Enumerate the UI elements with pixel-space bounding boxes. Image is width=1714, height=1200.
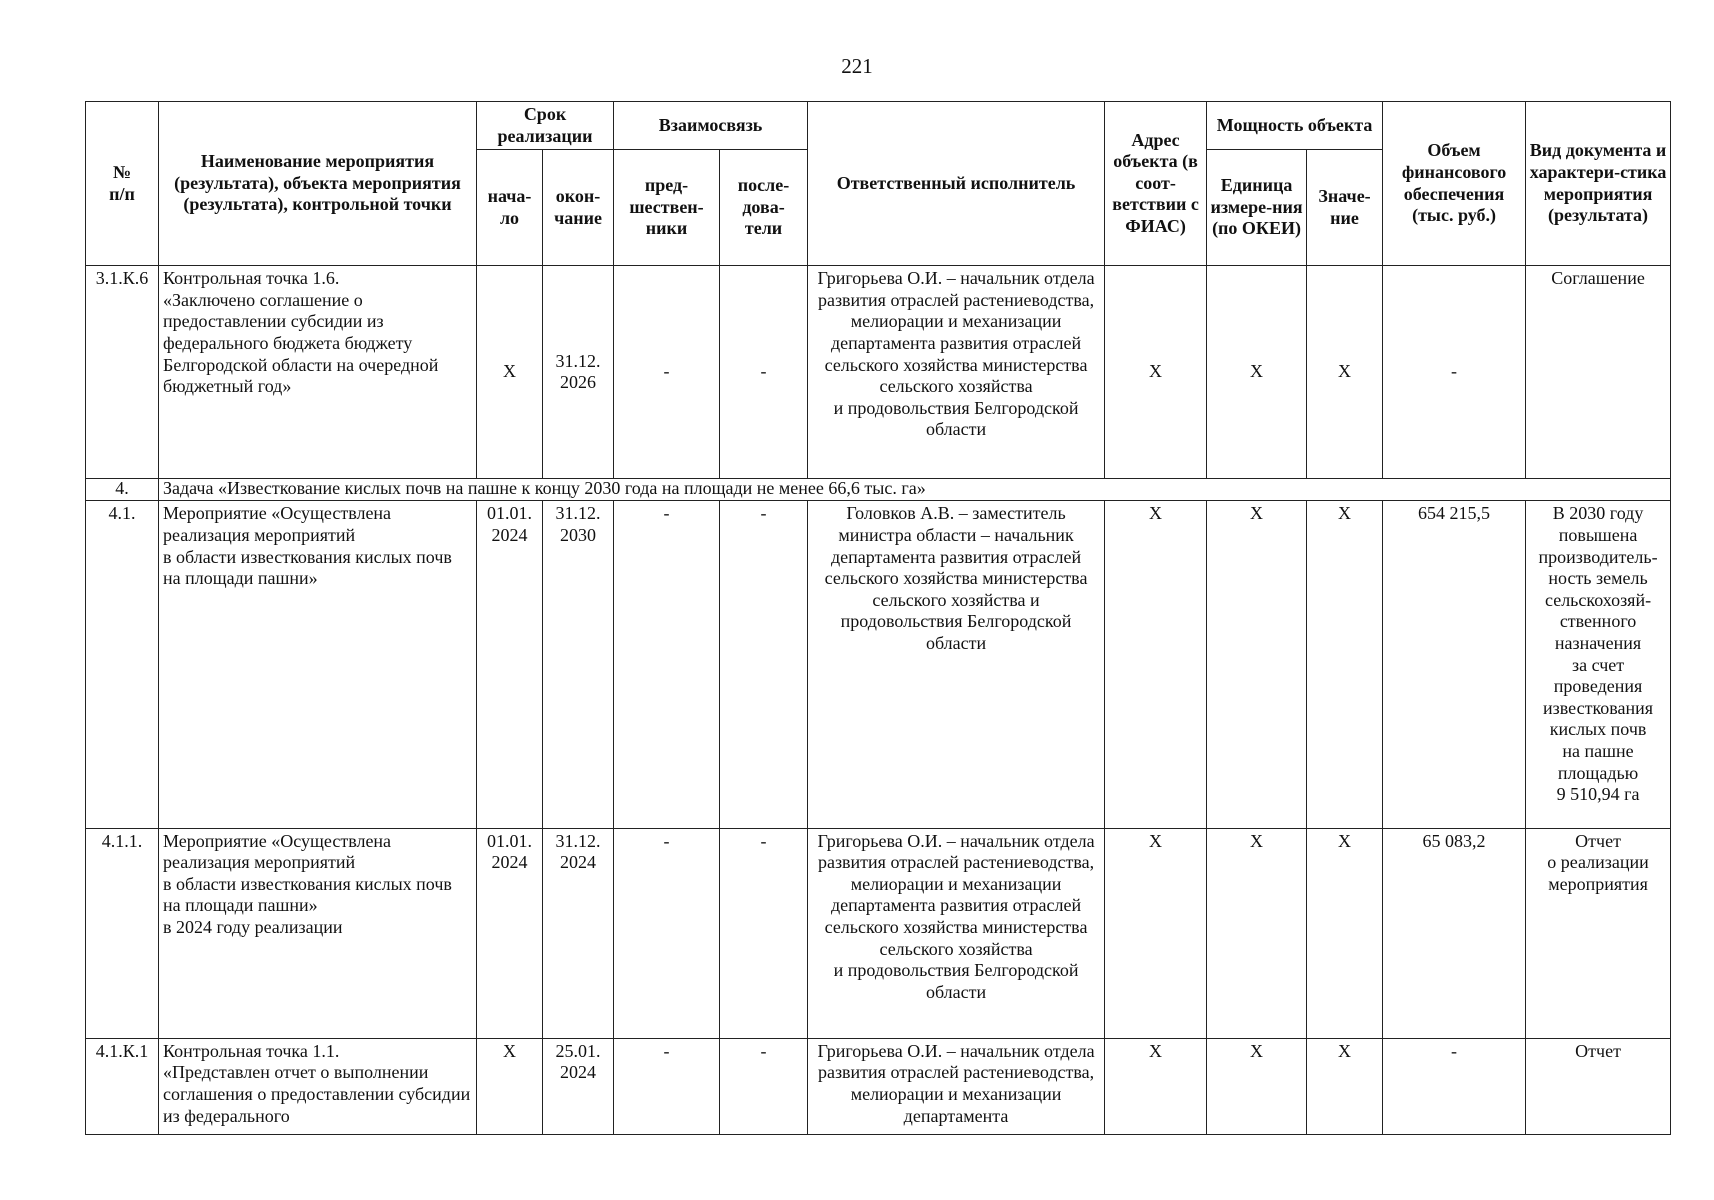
row-num: 4.1.К.1 <box>86 1038 159 1134</box>
row-doc: Отчет <box>1526 1038 1671 1134</box>
table-row <box>86 501 1671 828</box>
row-name: Контрольная точка 1.6. «Заключено соглашение о предоставлении субсидии из федерального бюджета бюджету Белгородской области на очередной бюджетный год» <box>159 266 477 479</box>
header-address: Адрес объекта (в соот-ветствии с ФИАС) <box>1105 102 1207 266</box>
task-row <box>86 479 1671 501</box>
table-row <box>86 266 1671 479</box>
row-start: 01.01. 2024 <box>477 501 543 828</box>
row-value: Х <box>1307 828 1383 1038</box>
row-finance: 654 215,5 <box>1383 501 1526 828</box>
row-responsible: Григорьева О.И. – начальник отдела развития отраслей растениеводства, мелиорации и механизации департамента развития отраслей сельского хозяйства министерства сельского хозяйства и продовольствия Белгородской области <box>808 266 1105 479</box>
row-start: 01.01. 2024 <box>477 828 543 1038</box>
row-responsible: Григорьева О.И. – начальник отдела развития отраслей растениеводства, мелиорации и механизации департамента <box>808 1038 1105 1134</box>
header-finance: Объем финансового обеспечения (тыс. руб.) <box>1383 102 1526 266</box>
task-num: 4. <box>86 479 159 501</box>
row-num: 3.1.К.6 <box>86 266 159 479</box>
row-address: Х <box>1105 828 1207 1038</box>
row-address: Х <box>1105 1038 1207 1134</box>
row-address: Х <box>1105 266 1207 479</box>
row-doc: В 2030 году повышена производитель-ность земель сельскохозяй-ственного назначения за счет проведения известкования кислых почв на пашне площадью 9 510,94 га <box>1526 501 1671 828</box>
table-row <box>86 828 1671 1038</box>
plan-table <box>85 101 1671 1135</box>
row-unit: Х <box>1207 828 1307 1038</box>
header-unit: Единица измере-ния (по ОКЕИ) <box>1207 150 1307 266</box>
header-responsible: Ответственный исполнитель <box>808 102 1105 266</box>
row-prev: - <box>614 828 720 1038</box>
row-end: 31.12. 2030 <box>543 501 614 828</box>
row-unit: Х <box>1207 266 1307 479</box>
row-prev: - <box>614 266 720 479</box>
row-prev: - <box>614 501 720 828</box>
row-name: Мероприятие «Осуществлена реализация мероприятий в области известкования кислых почв на площади пашни» <box>159 501 477 828</box>
row-num: 4.1.1. <box>86 828 159 1038</box>
row-num: 4.1. <box>86 501 159 828</box>
row-finance: - <box>1383 266 1526 479</box>
page-number: 221 <box>841 54 873 78</box>
row-responsible: Григорьева О.И. – начальник отдела развития отраслей растениеводства, мелиорации и механизации департамента развития отраслей сельского хозяйства министерства сельского хозяйства и продовольствия Белгородской области <box>808 828 1105 1038</box>
header-num: № п/п <box>86 102 159 266</box>
row-next: - <box>720 828 808 1038</box>
row-next: - <box>720 501 808 828</box>
row-start: Х <box>477 1038 543 1134</box>
row-end: 31.12. 2024 <box>543 828 614 1038</box>
header-term-start: нача- ло <box>477 150 543 266</box>
row-unit: Х <box>1207 501 1307 828</box>
header-term: Срок реализации <box>477 102 614 150</box>
row-doc: Отчет о реализации мероприятия <box>1526 828 1671 1038</box>
header-row-1 <box>86 102 1671 150</box>
header-doc-type: Вид документа и характери-стика мероприятия (результата) <box>1526 102 1671 266</box>
header-value: Значе-ние <box>1307 150 1383 266</box>
row-value: Х <box>1307 1038 1383 1134</box>
row-unit: Х <box>1207 1038 1307 1134</box>
row-finance: - <box>1383 1038 1526 1134</box>
header-term-end: окон- чание <box>543 150 614 266</box>
row-start: Х <box>477 266 543 479</box>
row-prev: - <box>614 1038 720 1134</box>
row-end: 25.01. 2024 <box>543 1038 614 1134</box>
row-value: Х <box>1307 501 1383 828</box>
task-text: Задача «Известкование кислых почв на пашне к концу 2030 года на площади не менее 66,6 тыс. га» <box>159 479 1671 501</box>
row-next: - <box>720 1038 808 1134</box>
header-relation: Взаимосвязь <box>614 102 808 150</box>
row-end: 31.12. 2026 <box>543 266 614 479</box>
row-finance: 65 083,2 <box>1383 828 1526 1038</box>
row-doc: Соглашение <box>1526 266 1671 479</box>
header-rel-prev: пред- шествен- ники <box>614 150 720 266</box>
table-row <box>86 1038 1671 1134</box>
row-value: Х <box>1307 266 1383 479</box>
header-rel-next: после- дова- тели <box>720 150 808 266</box>
row-name: Мероприятие «Осуществлена реализация мероприятий в области известкования кислых почв на площади пашни» в 2024 году реализации <box>159 828 477 1038</box>
row-next: - <box>720 266 808 479</box>
header-capacity: Мощность объекта <box>1207 102 1383 150</box>
row-address: Х <box>1105 501 1207 828</box>
row-responsible: Головков А.В. – заместитель министра области – начальник департамента развития отраслей сельского хозяйства министерства сельского хозяйства и продовольствия Белгородской области <box>808 501 1105 828</box>
header-name: Наименование мероприятия (результата), объекта мероприятия (результата), контрольной точки <box>159 102 477 266</box>
row-name: Контрольная точка 1.1. «Представлен отчет о выполнении соглашения о предоставлении субсидии из федерального <box>159 1038 477 1134</box>
